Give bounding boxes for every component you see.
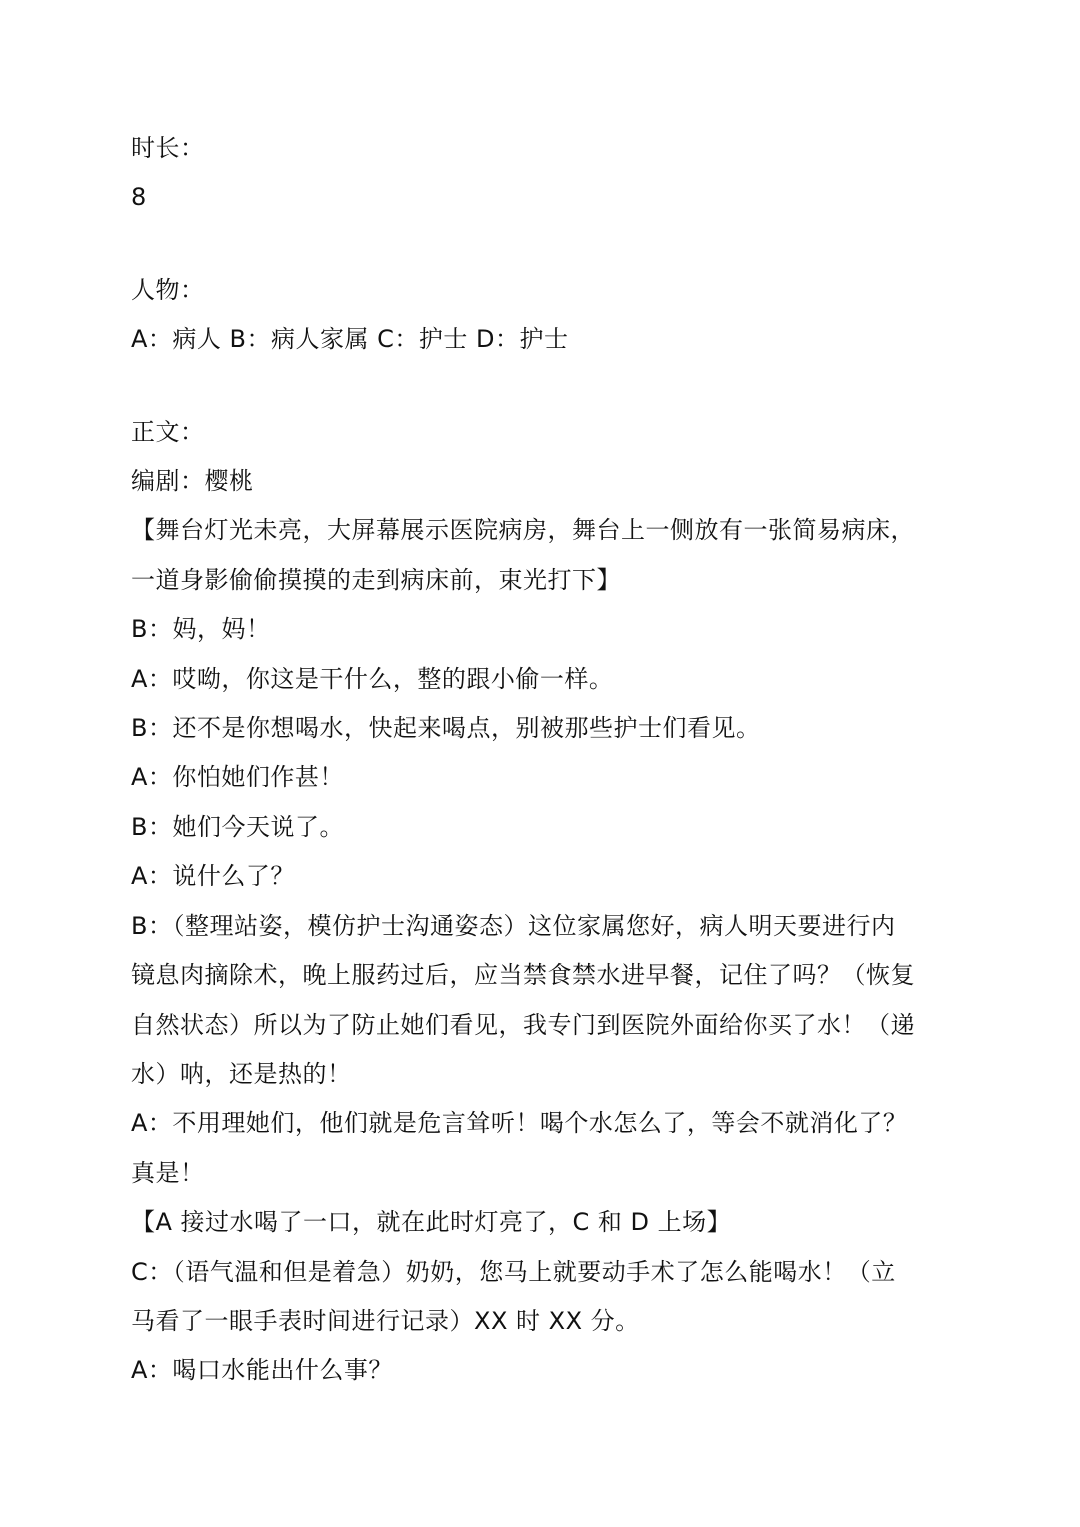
dialogue-line: B：还不是你想喝水，快起来喝点，别被那些护士们看见。: [131, 714, 761, 743]
dialogue-line: 马看了一眼手表时间进行记录）XX 时 XX 分。: [131, 1306, 640, 1335]
spacer: [131, 223, 946, 266]
dialogue-line: A：不用理她们，他们就是危言耸听！喝个水怎么了，等会不就消化了？: [131, 1109, 908, 1138]
duration-value: 8: [131, 183, 147, 212]
dialogue-line: A：说什么了？: [131, 862, 295, 891]
stage-direction: 一道身影偷偷摸摸的走到病床前，束光打下】: [131, 565, 621, 594]
dialogue-line: A：你怕她们作甚！: [131, 763, 344, 792]
duration-label: 时长：: [131, 134, 205, 162]
dialogue-line: B：她们今天说了。: [131, 812, 344, 841]
stage-direction: 【A 接过水喝了一口，就在此时灯亮了，C 和 D 上场】: [131, 1208, 732, 1237]
dialogue-line: C：（语气温和但是着急）奶奶，您马上就要动手术了怎么能喝水！（立: [131, 1257, 896, 1286]
document-page: [131, 124, 946, 1396]
dialogue-line: B：（整理站姿，模仿护士沟通姿态）这位家属您好，病人明天要进行内: [131, 911, 896, 940]
dialogue-line: B：妈，妈！: [131, 615, 271, 644]
dialogue-line: 自然状态）所以为了防止她们看见，我专门到医院外面给你买了水！（递: [131, 1010, 915, 1039]
dialogue-line: 真是！: [131, 1158, 205, 1187]
dialogue-line: 镜息肉摘除术，晚上服药过后，应当禁食禁水进早餐，记住了吗？（恢复: [131, 961, 915, 990]
dialogue-line: A：哎呦，你这是干什么，整的跟小偷一样。: [131, 664, 614, 693]
characters-list: A：病人 B：病人家属 C：护士 D：护士: [131, 325, 569, 354]
spacer: [131, 365, 946, 408]
screenwriter-line: 编剧：樱桃: [131, 467, 254, 496]
stage-direction: 【舞台灯光未亮，大屏幕展示医院病房，舞台上一侧放有一张简易病床，: [131, 516, 915, 545]
body-label: 正文：: [131, 417, 205, 446]
characters-label: 人物：: [131, 275, 205, 304]
dialogue-line: 水）呐，还是热的！: [131, 1059, 352, 1088]
dialogue-line: A：喝口水能出什么事？: [131, 1356, 393, 1385]
